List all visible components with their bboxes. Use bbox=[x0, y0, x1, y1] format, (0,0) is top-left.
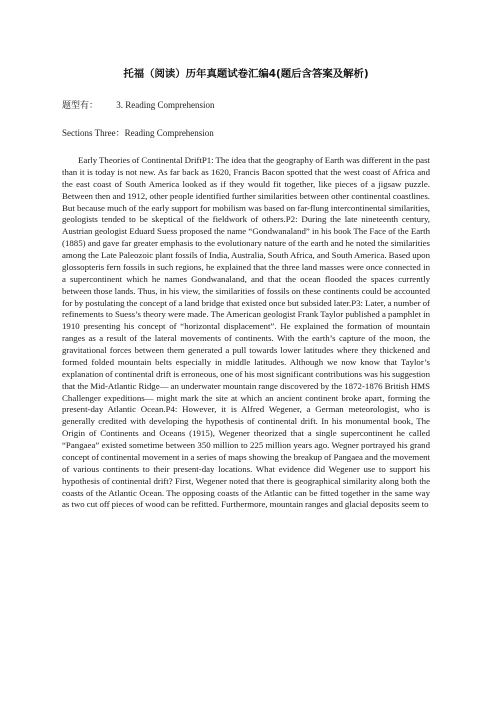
question-type-label: 题型有： bbox=[62, 100, 99, 110]
document-title: 托福（阅读）历年真题试卷汇编4(题后含答案及解析) bbox=[123, 68, 369, 80]
passage-text: Early Theories of Continental DriftP1: The idea that the geography of Earth was different in the past than it is today is not new. As far back as 1620, Francis Bacon spotted that the west coast of Africa and the east coast of South America looked as if they would fit together, like pieces of a jigsaw puzzle. Between then and 1912, other people identified further similarities between other continental coastlines. But because much of the early support for mobilism was based on far-flung intercontinental similarities, geologists tended to be skeptical of the fieldwork of others.P2: During the late nineteenth century, Austrian geologist Eduard Suess proposed the name “Gondwanaland” in his book The Face of the Earth (1885) and gave far greater emphasis to the evolutionary nature of the earth and he noted the similarities among the Late Paleozoic plant fossils of India, Australia, South Africa, and South America. Based upon glossopteris fern fossils in such regions, he explained that the three land masses were once connected in a supercontinent which he names Gondwanaland, and that the ocean flooded the spaces currently between those lands. Thus, in his view, the similarities of fossils on these continents could be accounted for by postulating the concept of a land bridge that existed once but subsided later.P3: Later, a number of refinements to Suess’s theory were made. The American geologist Frank Taylor published a pamphlet in 1910 presenting his concept of “horizontal displacement”. He explained the formation of mountain ranges as a result of the lateral movements of continents. With the earth’s capture of the moon, the gravitational forces between them generated a pull towards lower latitudes where they thickened and formed folded mountain belts especially in middle latitudes. Although we now know that Taylor’s explanation of continental drift is erroneous, one of his most significant contributions was his suggestion that the Mid-Atlantic Ridge— an underwater mountain range discovered by the 1872-1876 British HMS Challenger expeditions— might mark the site at which an ancient continent broke apart, forming the present-day Atlantic Ocean.P4: However, it is Alfred Wegener, a German meteorologist, who is generally credited with developing the hypothesis of continental drift. In his monumental book, The Origin of Continents and Oceans (1915), Wegener theorized that a single supercontinent he called “Pangaea” existed sometime between 350 million to 225 million years ago. Wegner portrayed his grand concept of continental movement in a series of maps showing the breakup of Pangaea and the movement of various continents to their present-day locations. What evidence did Wegener use to support his hypothesis of continental drift? First, Wegener noted that there is geographical similarity along both the coasts of the Atlantic Ocean. The opposing coasts of the Atlantic can be fitted together in the same way as two cut off pieces of wood can be refitted. Furthermore, mountain ranges and glacial deposits seem to bbox=[62, 155, 430, 510]
question-type-row bbox=[62, 99, 430, 111]
section-heading: Sections Three：Reading Comprehension bbox=[62, 128, 214, 138]
question-type-value: 3. Reading Comprehension bbox=[116, 100, 215, 110]
